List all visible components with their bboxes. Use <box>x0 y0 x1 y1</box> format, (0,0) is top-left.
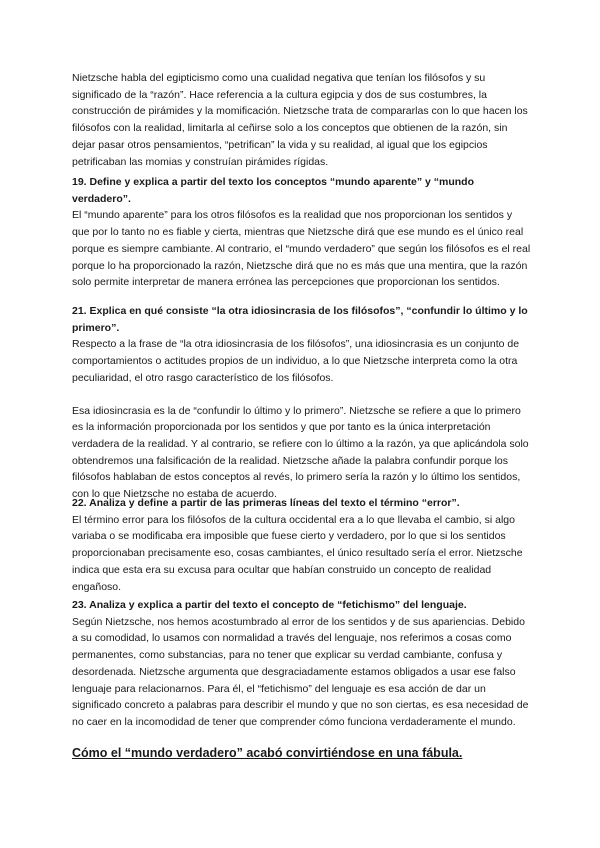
answer-21-paragraph-1: Respecto a la frase de “la otra idiosincrasia de los filósofos”, una idiosincrasia es un conjunto de comportamientos o actitudes propios de un individuo, a lo que Nietzsche interpreta como la otra peculiaridad, el otro rasgo característico de los filósofos. <box>72 338 520 384</box>
section-21 <box>72 303 532 503</box>
intro-block <box>72 70 532 170</box>
answer-19-paragraph: El “mundo aparente” para los otros filósofos es la realidad que nos proporcionan los sentidos y que por lo tanto no es fiable y cierta, mientras que Nietzsche dirá que ese mundo es el único real porque es siempre cambiante. Al contrario, el “mundo verdadero” que según los filósofos es el real porque lo ha proporcionado la razón, Nietzsche dirá que no es más que una mentira, que la razón solo permite interpretar de manera errónea las percepciones que proporcionan los sentidos. <box>72 209 531 289</box>
answer-23-paragraph: Según Nietzsche, nos hemos acostumbrado al error de los sentidos y de sus apariencias. Debido a su comodidad, lo usamos con normalidad a través del lenguaje, nos referimos a cosas como permanentes, como substancias, para no tener que explicar su verdad cambiante, confusa y desordenada. Nietzsche argumenta que desgraciadamente estamos obligados a usar ese falso lenguaje para relacionarnos. Para él, el “fetichismo” del lenguaje es esa acción de dar un significado concreto a palabras para describir el mundo y que no son ciertas, es esa necesidad de no caer en la incomodidad de tener que comprender cómo funciona verdaderamente el mundo. <box>72 615 529 728</box>
question-21-heading: 21. Explica en qué consiste “la otra idiosincrasia de los filósofos”, “confundir lo último y lo primero”. <box>72 305 528 334</box>
section-23 <box>72 597 532 731</box>
question-19-heading: 19. Define y explica a partir del texto los conceptos “mundo aparente” y “mundo verdadero”. <box>72 176 475 205</box>
intro-paragraph: Nietzsche habla del egipticismo como una cualidad negativa que tenían los filósofos y su significado de la “razón”. Hace referencia a la cultura egipcia y dos de sus costumbres, la construcción de pirámides y la momificación. Nietzsche trata de compararlas con lo que hacen los filósofos con la realidad, limitarla al ceñirse solo a los conceptos que obtienen de la razón, sin dejar pasar otros pensamientos, “petrifican” la vida y su realidad, al igual que los egipcios petrificaban las momias y construían pirámides rígidas. <box>72 72 528 168</box>
answer-21-paragraph-2: Esa idiosincrasia es la de “confundir lo último y lo primero”. Nietzsche se refiere a que lo primero es la información proporcionada por los sentidos y que por tanto es la única interpretación verdadera de la realidad. Y al contrario, se refiere con lo último a la razón, ya que aplicándola solo obtendremos una falsificación de la realidad. Nietzsche añade la palabra confundir porque los filósofos hablaban de estos conceptos al revés, lo primero sería la razón y lo último los sentidos, con lo que Nietzsche no estaba de acuerdo. <box>72 404 529 501</box>
question-23-heading: 23. Analiza y explica a partir del texto el concepto de “fetichismo” del lenguaje. <box>72 599 467 611</box>
question-22-heading: 22. Analiza y define a partir de las primeras líneas del texto el término “error”. <box>72 497 460 509</box>
final-heading-block <box>72 744 532 762</box>
section-19 <box>72 174 532 291</box>
section-22 <box>72 495 532 595</box>
final-heading: Cómo el “mundo verdadero” acabó convirtiéndose en una fábula. <box>72 746 463 760</box>
answer-22-paragraph: El término error para los filósofos de la cultura occidental era a lo que llevaba el cambio, si algo variaba o se modificaba era imposible que fuese cierto y verdadero, por lo que si los sentidos proporcionaban precisamente eso, cosas cambiantes, el único resultado sería el error. Nietzsche indica que esta era su excusa para ocultar que habían construido un concepto de realidad engañoso. <box>72 513 523 593</box>
